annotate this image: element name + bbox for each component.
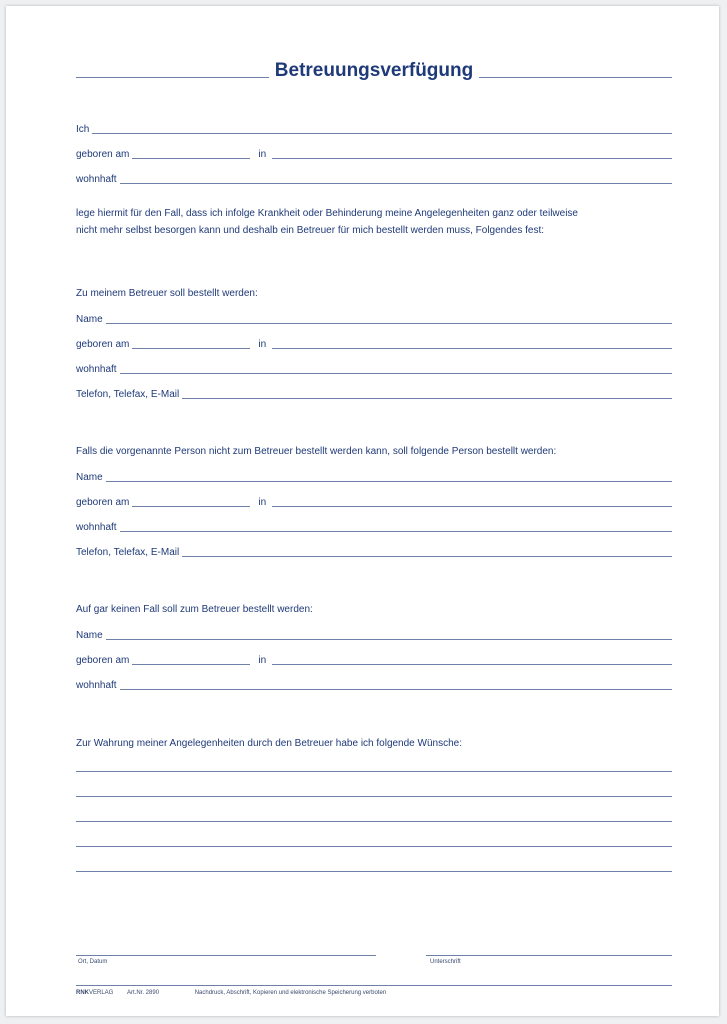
title-rule-right bbox=[479, 76, 672, 78]
article-number: Art.Nr. 2890 bbox=[127, 990, 160, 996]
field-input-line[interactable] bbox=[272, 505, 672, 507]
copyright-notice: Nachdruck, Abschrift, Kopieren und elektronische Speicherung verboten bbox=[194, 990, 387, 996]
section3-heading: Auf gar keinen Fall soll zum Betreuer bestellt werden: bbox=[76, 604, 313, 615]
title-rule-left bbox=[76, 76, 269, 78]
s1-field-name[interactable] bbox=[76, 310, 672, 326]
field-input-line[interactable] bbox=[120, 372, 672, 374]
s3-field-wohnhaft[interactable] bbox=[76, 676, 672, 692]
field-input-line[interactable] bbox=[182, 555, 672, 557]
section1-heading: Zu meinem Betreuer soll bestellt werden: bbox=[76, 288, 258, 299]
place-date-label: Ort, Datum bbox=[78, 959, 108, 965]
intro-line: nicht mehr selbst besorgen kann und deshalb ein Betreuer für mich bestellt werden muss, Folgendes fest: bbox=[76, 225, 545, 236]
field-input-line[interactable] bbox=[272, 157, 672, 159]
place-date-line[interactable] bbox=[76, 954, 376, 956]
field-ich[interactable] bbox=[76, 120, 672, 136]
field-input-line[interactable] bbox=[272, 347, 672, 349]
field-label: geboren am bbox=[76, 339, 130, 350]
field-label: in bbox=[258, 655, 267, 666]
publisher-logo: RNK bbox=[76, 990, 89, 996]
field-input-line[interactable] bbox=[132, 505, 250, 507]
field-label: geboren am bbox=[76, 497, 130, 508]
wishes-line[interactable] bbox=[76, 770, 672, 772]
field-label: geboren am bbox=[76, 149, 130, 160]
field-label: in bbox=[258, 339, 267, 350]
wishes-line[interactable] bbox=[76, 870, 672, 872]
field-label: wohnhaft bbox=[76, 364, 117, 375]
s1-field-kontakt[interactable] bbox=[76, 385, 672, 401]
s1-field-wohnhaft[interactable] bbox=[76, 360, 672, 376]
form-sheet bbox=[6, 6, 719, 1016]
field-input-line[interactable] bbox=[120, 688, 672, 690]
title-row bbox=[76, 56, 672, 82]
field-input-line[interactable] bbox=[120, 182, 672, 184]
wishes-line[interactable] bbox=[76, 845, 672, 847]
field-input-line[interactable] bbox=[92, 132, 672, 134]
field-label: Telefon, Telefax, E-Mail bbox=[76, 547, 180, 558]
field-input-line[interactable] bbox=[106, 322, 672, 324]
s3-field-geboren[interactable] bbox=[76, 651, 672, 667]
s1-field-geboren[interactable] bbox=[76, 335, 672, 351]
publisher-suffix: VERLAG bbox=[89, 990, 114, 996]
field-label: in bbox=[258, 149, 267, 160]
footer-rule bbox=[76, 984, 672, 986]
intro-paragraph bbox=[76, 205, 676, 239]
field-input-line[interactable] bbox=[120, 530, 672, 532]
intro-line: lege hiermit für den Fall, dass ich infolge Krankheit oder Behinderung meine Angelegenheiten ganz oder teilweise bbox=[76, 208, 578, 219]
field-wohnhaft[interactable] bbox=[76, 170, 672, 186]
s3-field-name[interactable] bbox=[76, 626, 672, 642]
signature-label: Unterschrift bbox=[430, 959, 461, 965]
signature-line[interactable] bbox=[426, 954, 672, 956]
field-label: wohnhaft bbox=[76, 680, 117, 691]
field-label: Name bbox=[76, 314, 103, 325]
field-input-line[interactable] bbox=[132, 347, 250, 349]
s2-field-name[interactable] bbox=[76, 468, 672, 484]
field-input-line[interactable] bbox=[182, 397, 672, 399]
field-input-line[interactable] bbox=[272, 663, 672, 665]
field-label: in bbox=[258, 497, 267, 508]
field-input-line[interactable] bbox=[132, 663, 250, 665]
wishes-heading: Zur Wahrung meiner Angelegenheiten durch den Betreuer habe ich folgende Wünsche: bbox=[76, 738, 462, 749]
field-input-line[interactable] bbox=[132, 157, 250, 159]
field-label: geboren am bbox=[76, 655, 130, 666]
s2-field-geboren[interactable] bbox=[76, 493, 672, 509]
field-label: Name bbox=[76, 630, 103, 641]
field-label: wohnhaft bbox=[76, 522, 117, 533]
wishes-line[interactable] bbox=[76, 795, 672, 797]
footer bbox=[76, 990, 386, 996]
field-label: Telefon, Telefax, E-Mail bbox=[76, 389, 180, 400]
form-title: Betreuungsverfügung bbox=[274, 60, 474, 81]
wishes-line[interactable] bbox=[76, 820, 672, 822]
field-label: Ich bbox=[76, 124, 90, 135]
s2-field-wohnhaft[interactable] bbox=[76, 518, 672, 534]
field-input-line[interactable] bbox=[106, 480, 672, 482]
s2-field-kontakt[interactable] bbox=[76, 543, 672, 559]
field-geboren[interactable] bbox=[76, 145, 672, 161]
field-label: Name bbox=[76, 472, 103, 483]
section2-heading: Falls die vorgenannte Person nicht zum Betreuer bestellt werden kann, soll folgende Person bestellt werden: bbox=[76, 446, 557, 457]
field-label: wohnhaft bbox=[76, 174, 117, 185]
field-input-line[interactable] bbox=[106, 638, 672, 640]
